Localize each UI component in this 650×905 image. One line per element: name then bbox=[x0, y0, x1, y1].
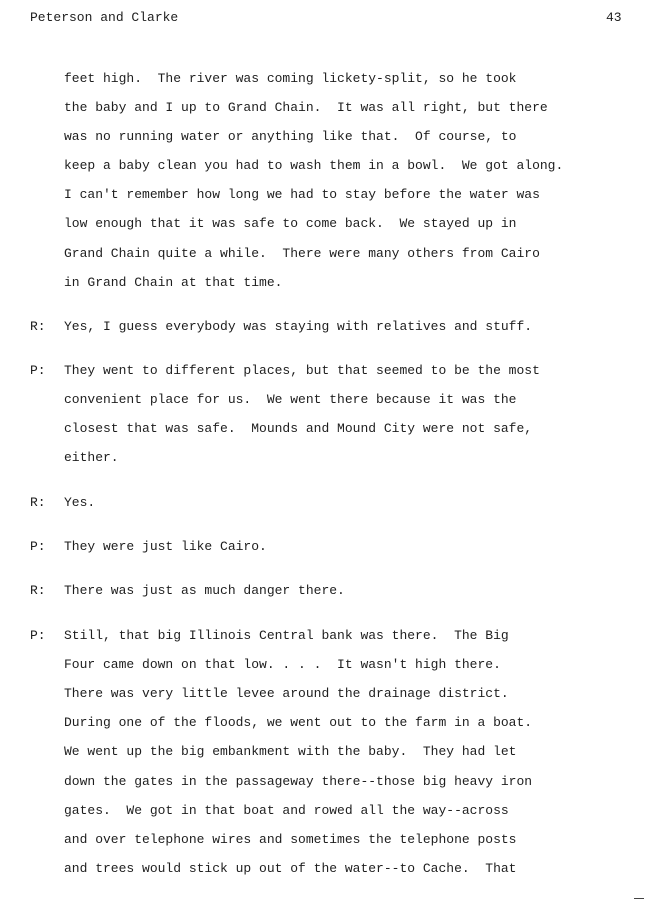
text-line: Four came down on that low. . . . It wasn't high there. bbox=[64, 657, 501, 672]
text-line: I can't remember how long we had to stay before the water was bbox=[64, 187, 540, 202]
text-line: There was just as much danger there. bbox=[64, 583, 345, 598]
text-line: Grand Chain quite a while. There were many others from Cairo bbox=[64, 246, 540, 261]
text-line: convenient place for us. We went there because it was the bbox=[64, 392, 517, 407]
text-line: closest that was safe. Mounds and Mound City were not safe, bbox=[64, 421, 533, 436]
running-header: Peterson and Clarke bbox=[30, 10, 179, 25]
speaker-label: P: bbox=[30, 628, 46, 643]
text-line: Still, that big Illinois Central bank was there. The Big bbox=[64, 628, 509, 643]
scan-edge-mark bbox=[634, 898, 644, 899]
speaker-label: P: bbox=[30, 363, 46, 378]
text-line: We went up the big embankment with the baby. They had let bbox=[64, 744, 517, 759]
speaker-label: R: bbox=[30, 583, 46, 598]
text-line: During one of the floods, we went out to the farm in a boat. bbox=[64, 715, 533, 730]
text-line: keep a baby clean you had to wash them in a bowl. We got along. bbox=[64, 158, 564, 173]
text-line: the baby and I up to Grand Chain. It was all right, but there bbox=[64, 100, 548, 115]
text-line: and over telephone wires and sometimes the telephone posts bbox=[64, 832, 517, 847]
page-number: 43 bbox=[606, 10, 622, 25]
speaker-label: R: bbox=[30, 495, 46, 510]
speaker-label: R: bbox=[30, 319, 46, 334]
text-line: They were just like Cairo. bbox=[64, 539, 267, 554]
text-line: down the gates in the passageway there--those big heavy iron bbox=[64, 774, 533, 789]
text-line: low enough that it was safe to come back. We stayed up in bbox=[64, 216, 517, 231]
text-line: was no running water or anything like that. Of course, to bbox=[64, 129, 517, 144]
text-line: Yes, I guess everybody was staying with relatives and stuff. bbox=[64, 319, 533, 334]
text-line: either. bbox=[64, 450, 119, 465]
text-line: feet high. The river was coming lickety-split, so he took bbox=[64, 71, 517, 86]
text-line: and trees would stick up out of the water--to Cache. That bbox=[64, 861, 517, 876]
speaker-label: P: bbox=[30, 539, 46, 554]
text-line: Yes. bbox=[64, 495, 96, 510]
text-line: gates. We got in that boat and rowed all the way--across bbox=[64, 803, 509, 818]
text-line: in Grand Chain at that time. bbox=[64, 275, 283, 290]
text-line: There was very little levee around the drainage district. bbox=[64, 686, 509, 701]
text-line: They went to different places, but that seemed to be the most bbox=[64, 363, 540, 378]
